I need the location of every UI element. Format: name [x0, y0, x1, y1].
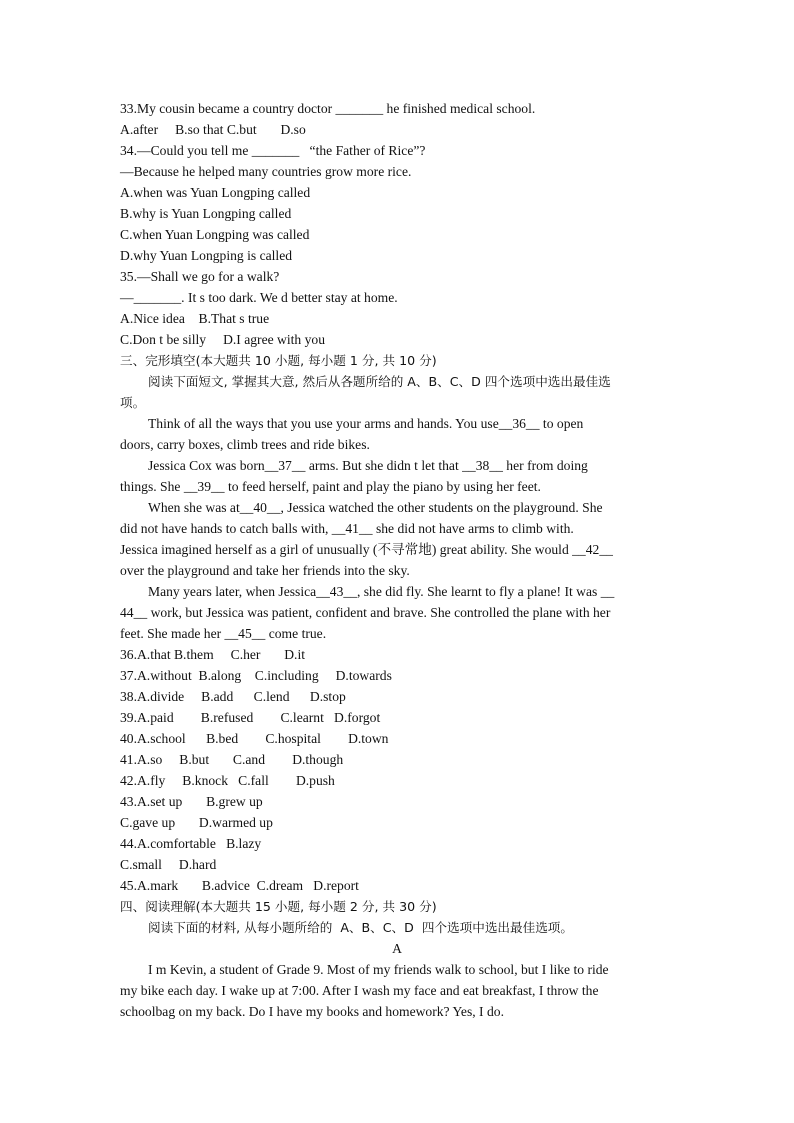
question-37-options: 37.A.without B.along C.including D.towards [120, 668, 392, 683]
question-35-options-cd: C.Don t be silly D.I agree with you [120, 332, 326, 347]
cloze-paragraph-4-line-3: feet. She made her __45__ come true. [120, 626, 327, 641]
question-33-options: A.after B.so that C.but D.so [120, 122, 306, 137]
cloze-paragraph-1-line-1: Think of all the ways that you use your arms and hands. You use__36__ to open [148, 416, 584, 431]
passage-a-line-3: schoolbag on my back. Do I have my books and homework? Yes, I do. [120, 1004, 504, 1019]
section-4-heading: 四、阅读理解(本大题共 15 小题, 每小题 2 分, 共 30 分) [120, 899, 437, 914]
passage-a-title: A [392, 941, 402, 956]
question-40-options: 40.A.school B.bed C.hospital D.town [120, 731, 389, 746]
question-34-option-c: C.when Yuan Longping was called [120, 227, 310, 242]
cloze-paragraph-1-line-2: doors, carry boxes, climb trees and ride bikes. [120, 437, 370, 452]
passage-a-line-1: I m Kevin, a student of Grade 9. Most of my friends walk to school, but I like to ride [148, 962, 609, 977]
question-36-options: 36.A.that B.them C.her D.it [120, 647, 306, 662]
question-45-options: 45.A.mark B.advice C.dream D.report [120, 878, 359, 893]
question-34: 34.—Could you tell me _______ “the Father of Rice”? [120, 143, 426, 158]
question-39-options: 39.A.paid B.refused C.learnt D.forgot [120, 710, 381, 725]
section-4-instructions: 阅读下面的材料, 从每小题所给的 A、B、C、D 四个选项中选出最佳选项。 [148, 920, 573, 935]
question-34-option-d: D.why Yuan Longping is called [120, 248, 293, 263]
cloze-paragraph-4-line-2: 44__ work, but Jessica was patient, confident and brave. She controlled the plane with her [120, 605, 611, 620]
cloze-paragraph-2-line-1: Jessica Cox was born__37__ arms. But she didn t let that __38__ her from doing [148, 458, 588, 473]
cloze-paragraph-3-line-2: did not have hands to catch balls with, __41__ she did not have arms to climb with. [120, 521, 574, 536]
question-33: 33.My cousin became a country doctor _______ he finished medical school. [120, 101, 536, 116]
question-35: 35.—Shall we go for a walk? [120, 269, 280, 284]
question-43-options-cd: C.gave up D.warmed up [120, 815, 273, 830]
cloze-paragraph-2-line-2: things. She __39__ to feed herself, paint and play the piano by using her feet. [120, 479, 541, 494]
cloze-paragraph-3-line-3: Jessica imagined herself as a girl of unusually (不寻常地) great ability. She would __42__ [120, 542, 613, 557]
cloze-paragraph-3-line-1: When she was at__40__, Jessica watched the other students on the playground. She [148, 500, 603, 515]
question-44-options-cd: C.small D.hard [120, 857, 217, 872]
passage-a-line-2: my bike each day. I wake up at 7:00. After I wash my face and eat breakfast, I throw the [120, 983, 599, 998]
cloze-paragraph-4-line-1: Many years later, when Jessica__43__, she did fly. She learnt to fly a plane! It was __ [148, 584, 615, 599]
section-3-instructions: 阅读下面短文, 掌握其大意, 然后从各题所给的 A、B、C、D 四个选项中选出最佳选 [148, 374, 611, 389]
question-43-options-ab: 43.A.set up B.grew up [120, 794, 263, 809]
question-34-option-b: B.why is Yuan Longping called [120, 206, 292, 221]
question-44-options-ab: 44.A.comfortable B.lazy [120, 836, 262, 851]
section-3-heading: 三、完形填空(本大题共 10 小题, 每小题 1 分, 共 10 分) [120, 353, 437, 368]
cloze-paragraph-3-line-4: over the playground and take her friends into the sky. [120, 563, 410, 578]
question-34-reply: —Because he helped many countries grow more rice. [120, 164, 412, 179]
question-34-option-a: A.when was Yuan Longping called [120, 185, 311, 200]
section-3-instructions-cont: 项。 [120, 395, 146, 410]
question-41-options: 41.A.so B.but C.and D.though [120, 752, 344, 767]
question-42-options: 42.A.fly B.knock C.fall D.push [120, 773, 335, 788]
question-35-options-ab: A.Nice idea B.That s true [120, 311, 270, 326]
question-38-options: 38.A.divide B.add C.lend D.stop [120, 689, 346, 704]
question-35-reply: —_______. It s too dark. We d better stay at home. [120, 290, 398, 305]
